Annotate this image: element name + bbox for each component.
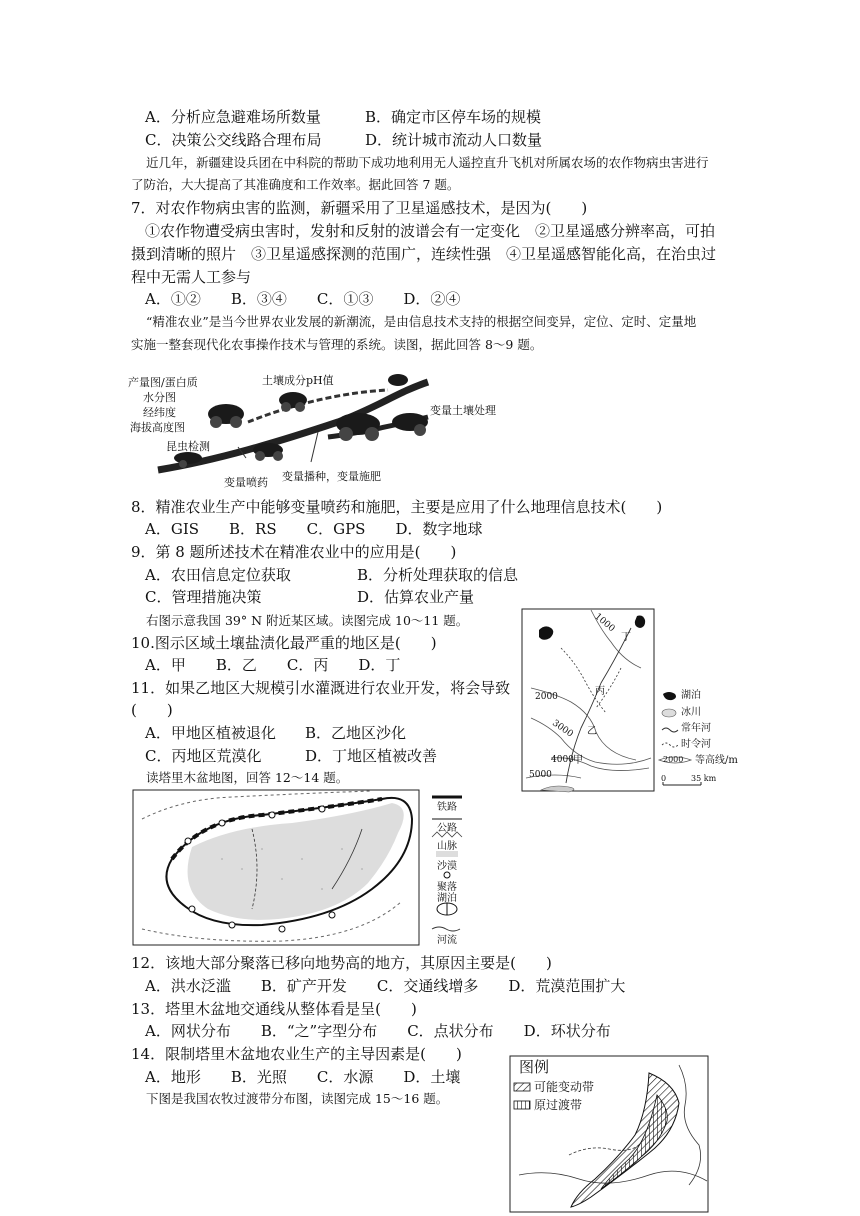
intro-12: 读塔里木盆地图，回答 12～14 题。 [146,770,349,785]
scale-zero: 0 [661,774,667,783]
farm-label-soil-treatment: 变量土壤处理 [430,404,496,417]
transition-zone-figure [509,1055,709,1213]
question-11-stem-2: ( ) [131,701,173,719]
contour-label-1000: 1000 [592,611,617,635]
intro-8-line1: “精准农业”是当今世界农业发展的新潮流，是由信息技术支持的根据空间变异，定位、定时、定量地 [146,314,697,329]
question-8-options: A．GIS B．RS C．GPS D．数字地球 [145,520,483,538]
region-map-figure [521,608,736,793]
legend-perennial-river: 常年河 [681,723,711,734]
farm-label-elevation: 海拔高度图 [130,421,185,434]
place-yi: 乙 [587,726,597,737]
contour-label-2000: 2000 [535,692,558,702]
tarim-basin-figure [132,789,464,947]
question-8-stem: 8．精准农业生产中能够变量喷药和施肥，主要是应用了什么地理信息技术( ) [131,498,663,516]
intro-15: 下图是我国农牧过渡带分布图，读图完成 15～16 题。 [146,1091,449,1106]
farm-label-sowing: 变量播种，变量施肥 [282,470,381,483]
farm-label-insect: 昆虫检测 [166,440,210,453]
legend-contour-value: 2000 [663,755,684,764]
farm-label-soil-ph: 土壤成分pH值 [262,374,334,387]
legend-title: 图例 [519,1058,550,1076]
farm-label-moisture: 水分图 [143,391,176,404]
legend-lake: 湖泊 [681,690,701,701]
intro-7-line1: 近几年，新疆建设兵团在中科院的帮助下成功地利用无人遥控直升飞机对所属农场的农作物病虫害进行 [146,155,709,170]
legend-settlement: 聚落 [437,882,457,893]
intro-10: 右图示意我国 39° N 附近某区域。读图完成 10～11 题。 [146,613,469,628]
contour-label-4000: 4000 [551,755,574,765]
question-7-statement-1: ①农作物遭受病虫害时，发射和反射的波谱会有一定变化 ②卫星遥感分辨率高，可拍 [145,222,716,240]
question-9-option-d: D．估算农业产量 [357,588,475,606]
question-7-statement-2: 摄到清晰的照片 ③卫星遥感探测的范围广，连续性强 ④卫星遥感智能化高，在治虫过 [131,245,717,263]
question-14-stem: 14．限制塔里木盆地农业生产的主导因素是( ) [131,1045,462,1063]
scale-35km: 35 km [691,774,717,783]
question-11-option-a: A．甲地区植被退化 [145,724,276,742]
intro-8-line2: 实施一整套现代化农事操作技术与管理的系统。读图，据此回答 8～9 题。 [131,337,543,352]
intro-7-line2: 了防治，大大提高了其准确度和工作效率。据此回答 7 题。 [131,177,460,192]
place-jia: 甲 [573,755,583,766]
question-11-option-d: D．丁地区植被改善 [305,747,438,765]
legend-railway: 铁路 [437,802,457,813]
precision-farming-figure [128,362,508,490]
contour-label-3000: 3000 [550,718,575,740]
legend-lake: 湖泊 [437,893,457,904]
question-9-stem: 9．第 8 题所述技术在精准农业中的应用是( ) [131,543,457,561]
question-9-option-b: B．分析处理获取的信息 [357,566,519,584]
question-9-option-a: A．农田信息定位获取 [145,566,291,584]
legend-glacier: 冰川 [681,707,701,718]
question-11-stem: 11．如果乙地区大规模引水灌溉进行农业开发，将会导致 [131,679,511,697]
legend-contour: 等高线/m [695,755,738,766]
question-7-statement-3: 程中无需人工参与 [131,268,252,286]
question-7-stem: 7．对农作物病虫害的监测，新疆采用了卫星遥感技术，是因为( ) [131,199,588,217]
legend-seasonal-river: 时令河 [681,739,711,750]
option-a: A．分析应急避难场所数量 [145,108,321,126]
question-14-options: A．地形 B．光照 C．水源 D．土壤 [145,1068,461,1086]
question-11-option-c: C．丙地区荒漠化 [145,747,262,765]
farm-label-yield: 产量图/蛋白质 [128,376,198,389]
place-bing: 丙 [595,686,605,697]
legend-desert: 沙漠 [437,861,457,872]
legend-mountain: 山脉 [437,841,457,852]
question-7-options: A．①② B．③④ C．①③ D．②④ [145,290,461,308]
question-12-stem: 12．该地大部分聚落已移向地势高的地方，其原因主要是( ) [131,954,552,972]
farm-label-spray: 变量喷药 [224,476,268,489]
question-9-option-c: C．管理措施决策 [145,588,262,606]
legend-possible-shift-belt: 可能变动带 [534,1080,595,1094]
option-c: C．决策公交线路合理布局 [145,131,322,149]
option-d: D．统计城市流动人口数量 [365,131,543,149]
legend-river: 河流 [437,935,457,946]
question-10-options: A．甲 B．乙 C．丙 D．丁 [145,656,401,674]
farm-label-latlong: 经纬度 [143,406,176,419]
question-12-options: A．洪水泛滥 B．矿产开发 C．交通线增多 D．荒漠范围扩大 [145,977,626,995]
option-b: B．确定市区停车场的规模 [365,108,542,126]
contour-label-5000: 5000 [529,770,552,780]
question-13-stem: 13．塔里木盆地交通线从整体看是呈( ) [131,1000,417,1018]
question-11-option-b: B．乙地区沙化 [305,724,407,742]
legend-original-transition-belt: 原过渡带 [534,1098,583,1112]
question-13-options: A．网状分布 B．“之”字型分布 C．点状分布 D．环状分布 [145,1022,611,1040]
question-10-stem: 10.图示区域土壤盐渍化最严重的地区是( ) [131,634,437,652]
legend-road: 公路 [437,823,457,834]
place-ding: 丁 [621,632,631,643]
